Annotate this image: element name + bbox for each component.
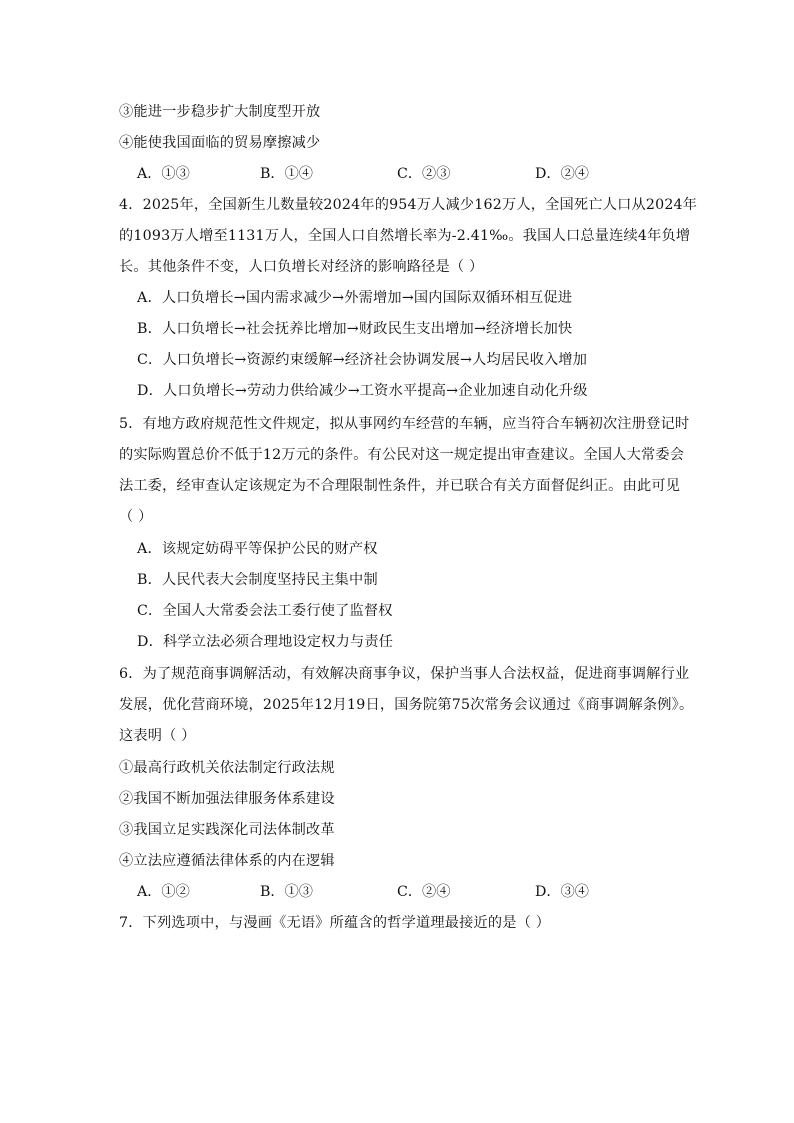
q4-option-a[interactable]: A．人口负增长→国内需求减少→外需增加→国内国际双循环相互促进 [137,290,573,306]
q5-stem-line-2: 的实际购置总价不低于12万元的条件。有公民对这一规定提出审查建议。全国人大常委会 [119,447,685,463]
q3-choice-c[interactable]: C．②③ [397,166,451,182]
q4-stem-line-1: 4．2025年，全国新生儿数量较2024年的954万人减少162万人，全国死亡人口从2024年 [119,197,698,213]
q3-choice-a[interactable]: A．①③ [137,166,190,182]
q4-stem-line-2: 的1093万人增至1131万人，全国人口自然增长率为-2.41‰。我国人口总量连续4年负增 [119,228,691,244]
q5-stem-line-4: （ ） [119,509,153,525]
q3-statement-3: ③能进一步稳步扩大制度型开放 [119,104,321,120]
q5-stem-line-3: 法工委，经审查认定该规定为不合理限制性条件，并已联合有关方面督促纠正。由此可见 [119,478,681,494]
q3-choice-d[interactable]: D．②④ [535,166,589,182]
q6-choice-a[interactable]: A．①② [137,884,190,900]
q6-statement-1: ①最高行政机关依法制定行政法规 [119,760,335,776]
q5-option-a[interactable]: A．该规定妨碍平等保护公民的财产权 [137,541,378,557]
q5-option-d[interactable]: D．科学立法必须合理地设定权力与责任 [137,634,394,650]
q3-statement-4: ④能使我国面临的贸易摩擦减少 [119,135,321,151]
q5-stem-line-1: 5．有地方政府规范性文件规定，拟从事网约车经营的车辆，应当符合车辆初次注册登记时 [119,416,690,432]
q6-choice-c[interactable]: C．②④ [397,884,451,900]
q6-statement-3: ③我国立足实践深化司法体制改革 [119,822,335,838]
q6-stem-line-3: 这表明（ ） [119,728,196,744]
q6-choice-b[interactable]: B．①③ [260,884,313,900]
q3-choice-b[interactable]: B．①④ [260,166,313,182]
q6-stem-line-1: 6．为了规范商事调解活动，有效解决商事争议，保护当事人合法权益，促进商事调解行业 [119,666,690,682]
q6-choice-d[interactable]: D．③④ [535,884,589,900]
q4-option-d[interactable]: D．人口负增长→劳动力供给减少→工资水平提高→企业加速自动化升级 [137,383,588,399]
q6-statement-4: ④立法应遵循法律体系的内在逻辑 [119,853,335,869]
q5-option-c[interactable]: C．全国人大常委会法工委行使了监督权 [137,603,393,619]
q4-stem-line-3: 长。其他条件不变，人口负增长对经济的影响路径是（ ） [119,259,484,275]
q5-option-b[interactable]: B．人民代表大会制度坚持民主集中制 [137,572,378,588]
q4-option-c[interactable]: C．人口负增长→资源约束缓解→经济社会协调发展→人均居民收入增加 [137,352,588,368]
q6-stem-line-2: 发展，优化营商环境，2025年12月19日，国务院第75次常务会议通过《商事调解条例》。 [119,697,694,713]
q4-option-b[interactable]: B．人口负增长→社会抚养比增加→财政民生支出增加→经济增长加快 [137,321,573,337]
q6-statement-2: ②我国不断加强法律服务体系建设 [119,791,335,807]
q7-stem: 7．下列选项中，与漫画《无语》所蕴含的哲学道理最接近的是（ ） [119,915,551,931]
